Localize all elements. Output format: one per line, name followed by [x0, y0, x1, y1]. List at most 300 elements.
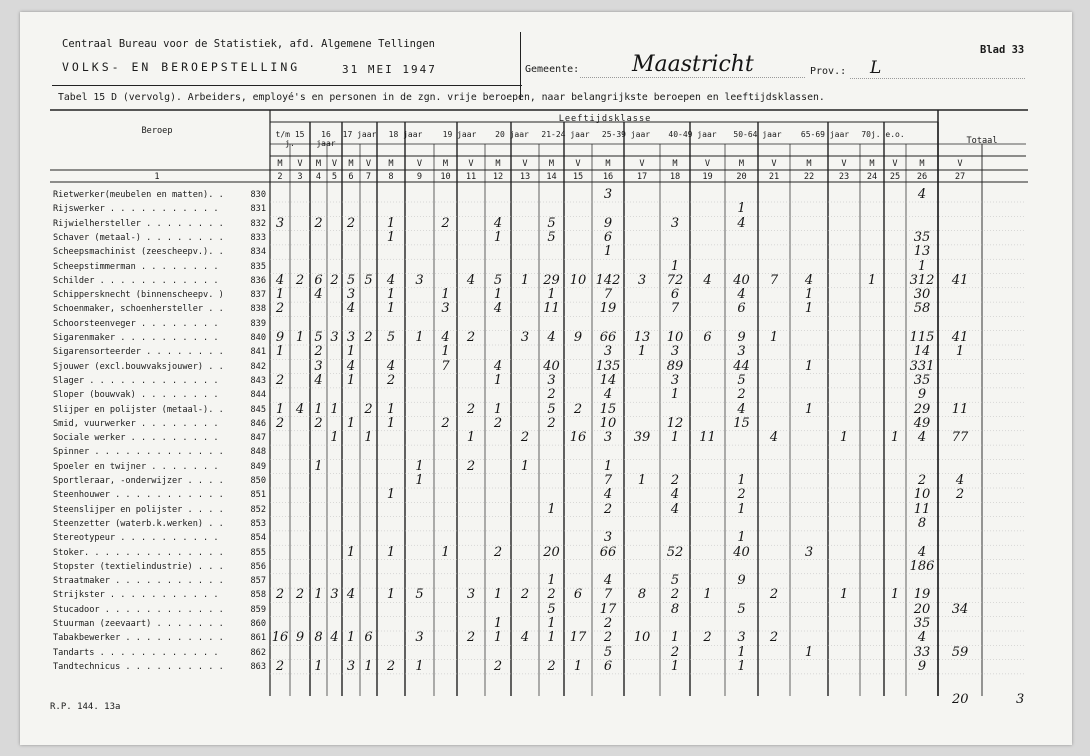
column-number: 19	[702, 172, 713, 182]
cell-value: 9	[603, 215, 613, 231]
cell-value: 3	[346, 287, 356, 303]
mv-header: V	[771, 159, 777, 169]
cell-value: 49	[913, 415, 931, 431]
cell-value: 3	[441, 301, 450, 317]
cell-value: 1	[603, 458, 613, 474]
cell-value: 1	[670, 258, 680, 274]
cell-value: 6	[737, 301, 746, 317]
cell-value: 9	[573, 330, 583, 345]
cell-value: 2	[917, 473, 927, 488]
cell-value: 6	[314, 272, 323, 288]
cell-value: 4	[346, 587, 356, 603]
cell-value: 66	[599, 544, 617, 560]
cell-value: 3	[603, 187, 613, 202]
row-label: Schoenmaker, schoenhersteller . .	[53, 304, 224, 315]
cell-value: 7	[603, 473, 613, 488]
cell-value: 2	[703, 630, 712, 646]
office-line: Centraal Bureau voor de Statistiek, afd. Algemene Tellingen	[62, 38, 435, 50]
mv-header: M	[495, 159, 501, 169]
cell-value: 1	[547, 501, 556, 517]
cell-value: 8	[917, 515, 927, 531]
row-number: 856	[250, 561, 266, 572]
cell-value: 39	[633, 430, 651, 446]
cell-value: 6	[703, 330, 712, 345]
cell-value: 1	[670, 658, 680, 674]
row-label: Steenzetter (waterb.k.werken) . .	[53, 518, 224, 529]
cell-value: 2	[386, 658, 396, 674]
mv-header: M	[672, 159, 678, 169]
cell-value: 1	[547, 616, 556, 631]
cell-value: 5	[493, 272, 503, 288]
row-number: 836	[250, 275, 266, 286]
cell-value: 2	[737, 387, 746, 403]
cell-value: 2	[275, 587, 285, 603]
cell-value: 3	[415, 630, 424, 646]
age-group-header: 50-64 jaar	[733, 130, 782, 139]
cell-value: 1	[573, 658, 583, 674]
cell-value: 1	[839, 430, 849, 446]
row-label: Scheepsmachinist (zeescheepv.). .	[53, 247, 224, 258]
row-number: 847	[250, 433, 266, 444]
cell-value: 59	[951, 644, 969, 660]
cell-value: 3	[603, 530, 613, 546]
row-label: Sloper (bouwvak) . . . . . . . .	[53, 390, 219, 401]
cell-value: 9	[917, 658, 927, 674]
cell-value: 4	[314, 372, 323, 388]
cell-value: 2	[520, 587, 530, 603]
cell-value: 4	[493, 301, 503, 317]
cell-value: 9	[737, 330, 746, 345]
row-label: Steenslijper en polijster . . . .	[53, 504, 224, 515]
cell-value: 1	[346, 544, 356, 560]
cell-value: 1	[386, 415, 396, 431]
column-number: 22	[803, 172, 815, 182]
cell-value: 4	[670, 501, 680, 517]
cell-value: 5	[670, 573, 680, 589]
column-number: 9	[416, 172, 423, 182]
row-label: Rijswerker . . . . . . . . . . .	[53, 204, 219, 215]
cell-value: 4	[670, 487, 680, 503]
totaal-header: Totaal	[966, 136, 998, 146]
cell-value: 4	[603, 387, 613, 403]
cell-value: 3	[346, 658, 356, 674]
row-number: 859	[250, 604, 266, 615]
age-group-header: 18 jaar	[388, 130, 423, 139]
cell-value: 5	[737, 372, 746, 388]
cell-value: 1	[804, 358, 814, 374]
cell-value: 5	[547, 215, 556, 231]
cell-value: 1	[314, 587, 323, 603]
cell-value: 7	[603, 287, 613, 303]
column-number: 24	[866, 172, 878, 182]
row-label: Sjouwer (excl.bouwvaksjouwer) . .	[53, 361, 224, 372]
cell-value: 3	[466, 587, 476, 603]
gemeente-label: Gemeente:	[525, 64, 580, 75]
cell-value: 4	[386, 272, 396, 288]
mv-header: V	[522, 159, 528, 169]
cell-value: 2	[493, 544, 503, 560]
row-number: 835	[250, 261, 266, 272]
cell-value: 2	[603, 630, 613, 646]
cell-value: 15	[599, 401, 617, 417]
cell-value: 33	[913, 644, 931, 660]
cell-value: 29	[913, 401, 931, 417]
cell-value: 1	[804, 401, 814, 417]
column-number: 4	[315, 172, 322, 182]
cell-value: 13	[913, 244, 931, 260]
cell-value: 3	[670, 372, 680, 388]
cell-value: 1	[346, 630, 356, 646]
cell-value: 8	[670, 601, 680, 617]
cell-value: 1	[804, 644, 814, 660]
row-number: 850	[250, 476, 266, 486]
cell-value: 1	[737, 201, 746, 217]
mv-header: M	[548, 159, 555, 169]
mv-header: V	[365, 159, 372, 169]
cell-value: 4	[917, 430, 927, 446]
cell-value: 2	[670, 644, 680, 660]
cell-value: 1	[415, 658, 424, 674]
cell-value: 1	[386, 401, 396, 417]
mv-header: M	[348, 159, 354, 169]
cell-value: 1	[493, 372, 503, 388]
cell-value: 34	[951, 601, 969, 617]
row-number: 839	[250, 318, 266, 329]
column-number: 16	[602, 172, 614, 182]
row-label: Stoker. . . . . . . . . . . . . .	[53, 547, 224, 558]
cell-value: 17	[569, 630, 587, 646]
cell-value: 1	[737, 473, 746, 488]
row-number: 830	[250, 190, 266, 200]
mv-header: V	[575, 159, 581, 169]
cell-value: 1	[386, 287, 396, 303]
column-number: 13	[519, 172, 531, 182]
cell-value: 19	[599, 301, 617, 317]
cell-value: 2	[364, 330, 373, 345]
row-number: 857	[250, 576, 266, 587]
row-number: 853	[250, 518, 266, 529]
cell-value: 8	[637, 587, 647, 603]
cell-value: 6	[573, 587, 583, 603]
cell-value: 2	[441, 215, 450, 231]
table-title: Tabel 15 D (vervolg). Arbeiders, employé's en personen in de zgn. vrije beroepen, naar belangrijkste beroepen en leeftijdsklassen.	[58, 92, 825, 103]
cell-value: 1	[890, 430, 900, 446]
cell-value: 41	[951, 330, 969, 345]
cell-value: 2	[275, 301, 285, 317]
cell-value: 1	[670, 630, 680, 646]
cell-value: 2	[547, 387, 556, 403]
beroep-header: Beroep	[141, 126, 173, 136]
row-label: Sigarenmaker . . . . . . . . . .	[53, 333, 219, 343]
cell-value: 1	[703, 587, 712, 603]
row-label: Spinner . . . . . . . . . . . . .	[53, 447, 224, 458]
cell-value: 20	[913, 601, 931, 617]
row-number: 862	[250, 647, 266, 658]
row-label: Slager . . . . . . . . . . . . .	[53, 375, 219, 386]
cell-value: 4	[737, 401, 746, 417]
mv-header: V	[639, 159, 645, 169]
leeftijdsklasse-header: Leeftijdsklasse	[558, 114, 652, 124]
cell-value: 4	[603, 573, 613, 589]
cell-value: 66	[599, 330, 617, 345]
cell-value: 2	[493, 415, 503, 431]
row-label: Slijper en polijster (metaal-). .	[53, 404, 224, 415]
mv-header: M	[919, 159, 925, 169]
cell-value: 3	[520, 330, 530, 345]
cell-value: 6	[603, 229, 613, 245]
row-label: Schoorsteenveger . . . . . . . .	[53, 318, 219, 329]
cell-value: 2	[547, 587, 556, 603]
cell-value: 5	[386, 330, 396, 345]
row-label: Rietwerker(meubelen en matten). .	[53, 190, 224, 200]
cell-value: 19	[913, 587, 931, 603]
cell-value: 135	[595, 358, 621, 374]
row-label: Stucadoor . . . . . . . . . . . .	[53, 604, 224, 615]
cell-value: 2	[769, 630, 779, 646]
cell-value: 4	[346, 301, 356, 317]
column-number: 14	[546, 172, 557, 182]
column-number: 11	[465, 172, 477, 182]
cell-value: 4	[493, 358, 503, 374]
row-label: Stopster (textielindustrie) . . .	[53, 561, 224, 572]
cell-value: 1	[441, 344, 450, 360]
cell-value: 72	[666, 272, 684, 288]
column-number: 10	[440, 172, 451, 182]
cell-value: 1	[493, 401, 503, 417]
row-label: Strijkster . . . . . . . . . . .	[53, 590, 219, 601]
cell-value: 6	[670, 287, 680, 303]
cell-value: 13	[633, 330, 651, 345]
cell-value: 1	[493, 229, 503, 245]
cell-value: 1	[275, 344, 285, 360]
column-number: 15	[572, 172, 584, 182]
cell-value: 10	[913, 487, 931, 503]
cell-value: 4	[917, 630, 927, 646]
row-number: 848	[250, 447, 266, 458]
cell-value: 2	[364, 401, 373, 417]
mv-header: M	[605, 159, 611, 169]
cell-value: 4	[703, 272, 712, 288]
row-number: 855	[250, 547, 266, 558]
row-label: Schippersknecht (binnenscheepv. )	[53, 290, 224, 301]
gemeente-value: Maastricht	[632, 52, 754, 77]
cell-value: 3	[603, 344, 613, 360]
cell-value: 1	[769, 330, 779, 345]
cell-value: 4	[346, 358, 356, 374]
column-number: 6	[348, 172, 354, 182]
cell-value: 8	[314, 630, 323, 646]
row-number: 842	[250, 361, 266, 372]
column-number: 20	[736, 172, 747, 182]
cell-value: 1	[637, 473, 647, 488]
row-label: Sociale werker . . . . . . . . .	[53, 433, 219, 444]
cell-value: 4	[737, 215, 746, 231]
cell-value: 17	[599, 601, 617, 617]
cell-value: 312	[909, 272, 935, 288]
cell-value: 4	[603, 487, 613, 503]
cell-value: 331	[909, 358, 935, 374]
row-label: Stuurman (zeevaart) . . . . . . .	[53, 619, 224, 629]
cell-value: 2	[466, 630, 476, 646]
cell-value: 3	[804, 544, 814, 560]
cell-value: 5	[547, 401, 556, 417]
cell-value: 1	[415, 458, 424, 474]
cell-value: 1	[466, 430, 476, 446]
cell-value: 1	[955, 344, 965, 360]
cell-value: 10	[569, 272, 587, 288]
row-label: Straatmaker . . . . . . . . . . .	[53, 576, 224, 587]
cell-value: 4	[520, 630, 530, 646]
cell-value: 2	[275, 658, 285, 674]
age-group-header: 16 jaar	[316, 130, 336, 148]
cell-value: 11	[951, 401, 969, 417]
mv-header: V	[416, 159, 423, 169]
cell-value: 2	[275, 372, 285, 388]
row-number: 846	[250, 418, 266, 429]
cell-value: 9	[295, 630, 305, 646]
cell-value: 115	[909, 330, 935, 345]
cell-value: 1	[330, 401, 339, 417]
row-label: Tandtechnicus . . . . . . . . . .	[53, 661, 224, 672]
row-label: Sportleraar, -onderwijzer . . . .	[53, 476, 224, 486]
row-label: Tandarts . . . . . . . . . . . .	[53, 647, 219, 658]
cell-value: 4	[295, 401, 305, 417]
cell-value: 2	[573, 401, 583, 417]
cell-value: 3	[330, 330, 339, 345]
cell-value: 77	[951, 430, 969, 446]
cell-value: 1	[441, 287, 450, 303]
row-label: Scheepstimmerman . . . . . . . .	[53, 261, 219, 272]
cell-value: 11	[699, 430, 716, 446]
mv-header: M	[869, 159, 875, 169]
mv-header: M	[738, 159, 745, 169]
cell-value: 1	[493, 630, 503, 646]
cell-value: 11	[913, 501, 931, 517]
cell-value: 1	[670, 387, 680, 403]
cell-value: 58	[913, 301, 931, 317]
mv-header: M	[315, 159, 322, 169]
cell-value: 1	[415, 330, 424, 345]
cell-value: 14	[599, 372, 617, 388]
cell-value: 7	[603, 587, 613, 603]
age-group-header: 65-69 jaar	[800, 130, 850, 139]
cell-value: 2	[386, 372, 396, 388]
row-number: 837	[250, 290, 266, 301]
row-label: Rijwielhersteller . . . . . . . .	[53, 218, 224, 229]
extra-total: 20	[952, 692, 969, 707]
cell-value: 5	[547, 601, 556, 617]
cell-value: 186	[909, 558, 935, 574]
row-number: 841	[250, 347, 266, 358]
column-number: 8	[388, 172, 394, 182]
cell-value: 2	[314, 215, 323, 231]
mv-header: V	[892, 159, 898, 169]
cell-value: 5	[364, 272, 373, 288]
mv-header: M	[277, 159, 283, 169]
cell-value: 2	[295, 272, 305, 288]
cell-value: 3	[670, 215, 680, 231]
cell-value: 29	[543, 272, 560, 288]
cell-value: 1	[547, 573, 556, 589]
cell-value: 1	[386, 301, 396, 317]
cell-value: 1	[867, 272, 877, 288]
cell-value: 2	[520, 430, 530, 446]
cell-value: 16	[569, 430, 587, 446]
cell-value: 40	[733, 272, 750, 288]
cell-value: 1	[520, 272, 530, 288]
cell-value: 1	[346, 344, 356, 360]
row-number: 861	[250, 633, 266, 644]
cell-value: 1	[839, 587, 849, 603]
cell-value: 3	[603, 430, 613, 446]
cell-value: 5	[314, 330, 323, 345]
cell-value: 1	[737, 501, 746, 517]
cell-value: 35	[913, 372, 931, 388]
age-group-header: 25-39 jaar	[601, 130, 651, 139]
age-group-header: 21-24 jaar	[541, 130, 590, 139]
cell-value: 2	[330, 272, 339, 288]
cell-value: 1	[493, 616, 503, 631]
row-number: 831	[250, 204, 266, 215]
cell-value: 2	[737, 487, 746, 503]
cell-value: 52	[666, 544, 684, 560]
row-number: 854	[250, 533, 266, 544]
row-number: 840	[250, 333, 266, 343]
cell-value: 1	[314, 658, 323, 674]
cell-value: 1	[737, 644, 746, 660]
row-number: 832	[250, 218, 266, 229]
cell-value: 1	[737, 658, 746, 674]
row-label: Smid, vuurwerker . . . . . . . .	[53, 418, 219, 429]
cell-value: 1	[346, 415, 356, 431]
cell-value: 1	[917, 258, 927, 274]
cell-value: 1	[415, 473, 424, 488]
age-group-header: 17 jaar	[342, 130, 377, 139]
cell-value: 1	[804, 301, 814, 317]
cell-value: 7	[441, 358, 450, 374]
cell-value: 7	[769, 272, 779, 288]
row-number: 851	[250, 490, 266, 501]
cell-value: 1	[364, 658, 373, 674]
age-group-header: 40-49 jaar	[668, 130, 717, 139]
cell-value: 9	[737, 573, 746, 589]
cell-value: 2	[547, 415, 556, 431]
column-number: 2	[277, 172, 283, 182]
blad-number: Blad 33	[980, 44, 1025, 56]
cell-value: 4	[314, 287, 323, 303]
cell-value: 3	[330, 587, 339, 603]
column-number: 23	[838, 172, 850, 182]
census-sheet	[20, 12, 1072, 745]
form-code: R.P. 144. 13a	[50, 702, 121, 712]
cell-value: 40	[733, 544, 750, 560]
cell-value: 1	[386, 215, 396, 231]
cell-value: 4	[804, 272, 814, 288]
mv-header: V	[297, 159, 303, 169]
cell-value: 12	[666, 415, 684, 431]
cell-value: 3	[737, 630, 746, 646]
cell-value: 3	[415, 272, 424, 288]
cell-value: 1	[386, 544, 396, 560]
row-label: Schilder . . . . . . . . . . . .	[53, 275, 219, 286]
column-number: 18	[669, 172, 681, 182]
cell-value: 2	[547, 658, 556, 674]
census-title: VOLKS- EN BEROEPSTELLING	[62, 60, 301, 74]
census-date: 31 MEI 1947	[342, 63, 437, 76]
cell-value: 2	[769, 587, 779, 603]
cell-value: 1	[670, 430, 680, 446]
cell-value: 3	[314, 358, 323, 374]
